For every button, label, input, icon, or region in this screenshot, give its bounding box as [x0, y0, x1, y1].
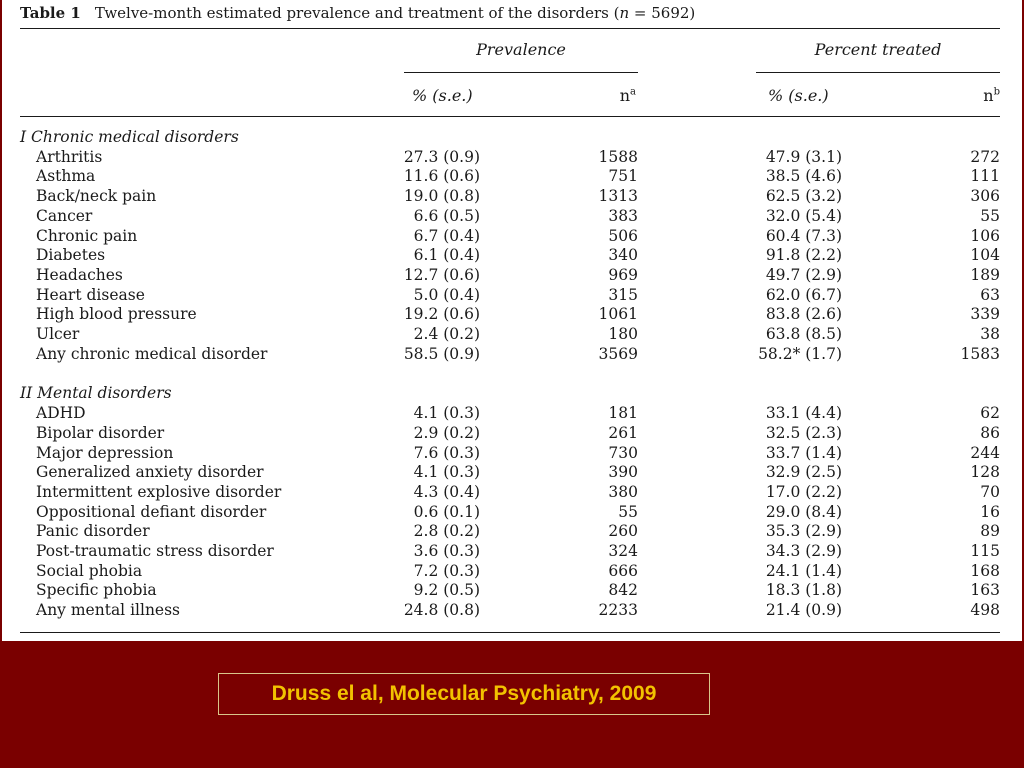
treated-value: 34.3 (2.9) — [765, 542, 842, 560]
caption-n-symbol: n — [619, 4, 630, 22]
treated-value: 18.3 (1.8) — [765, 581, 842, 600]
treated-value: 91.8 (2.2) — [765, 246, 842, 265]
prevalence-value: 4.1 (0.3) — [413, 463, 480, 482]
table-row — [2, 424, 1022, 444]
prevalence-value: 6.6 (0.5) — [413, 206, 480, 225]
prevalence-value: 12.7 (0.6) — [403, 265, 480, 284]
treated-se-header: % (s.e.) — [768, 86, 829, 105]
prevalence-n: 260 — [608, 522, 638, 541]
treated-n: 163 — [970, 581, 1000, 600]
disorder-name: Post-traumatic stress disorder — [36, 542, 274, 560]
treated-group-header: Percent treated — [814, 40, 942, 59]
table-row — [2, 601, 1022, 621]
section-title: I Chronic medical disorders — [20, 128, 239, 146]
treated-value: 33.7 (1.4) — [765, 443, 842, 462]
treated-value: 58.2* (1.7) — [758, 344, 842, 363]
treated-value: 62.0 (6.7) — [765, 285, 842, 304]
treated-value: 32.0 (5.4) — [765, 206, 842, 225]
prevalence-group-header: Prevalence — [476, 40, 566, 59]
prevalence-underline — [404, 72, 638, 73]
treated-n: 38 — [980, 325, 1000, 343]
treated-value: 21.4 (0.9) — [765, 601, 842, 620]
prevalence-n: 751 — [608, 167, 638, 186]
disorder-name: Heart disease — [36, 285, 145, 304]
prevalence-n: 969 — [608, 265, 638, 284]
table-row — [2, 542, 1022, 562]
treated-value: 47.9 (3.1) — [765, 147, 842, 166]
disorder-name: Major depression — [36, 443, 174, 462]
disorder-name: Any chronic medical disorder — [36, 344, 268, 363]
disorder-name: Bipolar disorder — [36, 423, 165, 442]
prevalence-value: 2.8 (0.2) — [413, 522, 480, 541]
prevalence-value: 5.0 (0.4) — [413, 285, 480, 304]
prevalence-n: 55 — [618, 502, 638, 521]
caption-n-value: = 5692) — [633, 4, 696, 22]
disorder-name: Diabetes — [36, 246, 106, 265]
prevalence-n: 340 — [608, 246, 638, 265]
prevalence-n: 2233 — [598, 601, 638, 620]
table-row — [2, 444, 1022, 464]
treated-n: 1583 — [960, 344, 1000, 363]
table-row — [2, 325, 1022, 345]
section-header — [2, 128, 1022, 148]
prevalence-n: 3569 — [598, 344, 638, 363]
prevalence-value: 0.6 (0.1) — [413, 502, 480, 521]
disorder-name: Asthma — [36, 167, 96, 186]
bottom-rule — [20, 632, 1000, 633]
prevalence-n: 842 — [608, 581, 638, 600]
top-rule — [20, 28, 1000, 29]
prevalence-value: 7.6 (0.3) — [413, 443, 480, 462]
prevalence-value: 7.2 (0.3) — [413, 561, 480, 580]
prevalence-n: 730 — [608, 443, 638, 462]
treated-value: 32.9 (2.5) — [765, 463, 842, 482]
table-row — [2, 463, 1022, 483]
prevalence-n: 1588 — [598, 147, 638, 166]
caption-text: Twelve-month estimated prevalence and treatment of the disorders ( — [94, 4, 620, 22]
disorder-name: Chronic pain — [36, 226, 138, 245]
disorder-name: Social phobia — [36, 561, 143, 580]
prevalence-n: 506 — [608, 226, 638, 245]
treated-n: 86 — [980, 423, 1000, 442]
prevalence-value: 3.6 (0.3) — [413, 542, 480, 560]
prevalence-n: 666 — [608, 561, 638, 580]
treated-n: 339 — [970, 305, 1000, 324]
disorder-name: Headaches — [36, 265, 123, 284]
table-row — [2, 581, 1022, 601]
table-row — [2, 483, 1022, 503]
prevalence-n: 1313 — [598, 187, 638, 206]
prevalence-n: 383 — [608, 206, 638, 225]
prevalence-value: 2.9 (0.2) — [413, 423, 480, 442]
prevalence-value: 6.1 (0.4) — [413, 246, 480, 265]
table-row — [2, 286, 1022, 306]
disorder-name: Oppositional defiant disorder — [36, 502, 267, 521]
prevalence-n: 324 — [608, 542, 638, 560]
treated-n: 89 — [980, 522, 1000, 541]
disorder-name: Intermittent explosive disorder — [36, 482, 282, 501]
table-row — [2, 503, 1022, 523]
treated-value: 24.1 (1.4) — [765, 561, 842, 580]
prevalence-n: 390 — [608, 463, 638, 482]
prevalence-n: 315 — [608, 285, 638, 304]
prevalence-value: 58.5 (0.9) — [403, 344, 480, 363]
caption-label: Table 1 — [20, 4, 81, 22]
table-row — [2, 167, 1022, 187]
table-row — [2, 522, 1022, 542]
n-header-text: n — [983, 86, 994, 105]
disorder-name: Panic disorder — [36, 522, 150, 541]
prevalence-value: 9.2 (0.5) — [413, 581, 480, 600]
treated-n: 63 — [980, 285, 1000, 304]
n-header-sup-b: b — [993, 86, 1000, 98]
prevalence-value: 19.0 (0.8) — [403, 187, 480, 206]
prevalence-value: 11.6 (0.6) — [403, 167, 480, 186]
treated-n: 55 — [980, 206, 1000, 225]
disorder-name: Arthritis — [36, 147, 103, 166]
prevalence-value: 19.2 (0.6) — [403, 305, 480, 324]
table-row — [2, 305, 1022, 325]
prevalence-n: 180 — [608, 325, 638, 343]
prevalence-value: 4.3 (0.4) — [413, 482, 480, 501]
table-row — [2, 345, 1022, 365]
disorder-name: ADHD — [36, 404, 86, 423]
treated-n: 272 — [970, 147, 1000, 166]
prevalence-value: 6.7 (0.4) — [413, 226, 480, 245]
treated-value: 17.0 (2.2) — [765, 482, 842, 501]
treated-n-header — [962, 86, 1000, 105]
section-header — [2, 384, 1022, 404]
prevalence-n: 261 — [608, 423, 638, 442]
prevalence-value: 27.3 (0.9) — [403, 147, 480, 166]
treated-n: 128 — [970, 463, 1000, 482]
treated-n: 62 — [980, 404, 1000, 423]
table-row — [2, 266, 1022, 286]
table-row — [2, 562, 1022, 582]
prevalence-n: 380 — [608, 482, 638, 501]
treated-value: 49.7 (2.9) — [765, 265, 842, 284]
treated-value: 29.0 (8.4) — [765, 502, 842, 521]
disorder-name: High blood pressure — [36, 305, 197, 324]
table-caption — [20, 4, 695, 22]
treated-n: 498 — [970, 601, 1000, 620]
treated-n: 168 — [970, 561, 1000, 580]
disorder-name: Ulcer — [36, 325, 80, 343]
prevalence-value: 4.1 (0.3) — [413, 404, 480, 423]
table-row — [2, 187, 1022, 207]
table-row — [2, 227, 1022, 247]
treated-value: 33.1 (4.4) — [765, 404, 842, 423]
prevalence-value: 24.8 (0.8) — [403, 601, 480, 620]
treated-n: 106 — [970, 226, 1000, 245]
prevalence-n: 1061 — [598, 305, 638, 324]
table-row — [2, 246, 1022, 266]
table-row — [2, 148, 1022, 168]
table-panel — [2, 0, 1022, 641]
prevalence-value: 2.4 (0.2) — [413, 325, 480, 343]
treated-n: 244 — [970, 443, 1000, 462]
treated-n: 189 — [970, 265, 1000, 284]
treated-value: 62.5 (3.2) — [765, 187, 842, 206]
table-row — [2, 404, 1022, 424]
treated-n: 104 — [970, 246, 1000, 265]
header-rule — [20, 116, 1000, 117]
n-header-sup-a: a — [630, 86, 636, 98]
treated-n: 111 — [970, 167, 1000, 186]
treated-n: 306 — [970, 187, 1000, 206]
treated-value: 38.5 (4.6) — [765, 167, 842, 186]
treated-value: 63.8 (8.5) — [765, 325, 842, 343]
table-row — [2, 207, 1022, 227]
treated-n: 70 — [980, 482, 1000, 501]
disorder-name: Generalized anxiety disorder — [36, 463, 264, 482]
citation-text: Druss el al, Molecular Psychiatry, 2009 — [271, 682, 657, 705]
disorder-name: Back/neck pain — [36, 187, 157, 206]
prevalence-n: 181 — [608, 404, 638, 423]
disorder-name: Cancer — [36, 206, 93, 225]
treated-underline — [756, 72, 1000, 73]
treated-value: 35.3 (2.9) — [765, 522, 842, 541]
citation-box — [218, 673, 710, 715]
n-header-text: n — [619, 86, 631, 105]
disorder-name: Specific phobia — [36, 581, 157, 600]
treated-value: 83.8 (2.6) — [765, 305, 842, 324]
treated-n: 115 — [970, 542, 1000, 560]
treated-value: 60.4 (7.3) — [765, 226, 842, 245]
section-title: II Mental disorders — [20, 384, 172, 403]
prevalence-n-header — [600, 86, 636, 105]
treated-n: 16 — [980, 502, 1000, 521]
disorder-name: Any mental illness — [36, 601, 181, 620]
prevalence-se-header: % (s.e.) — [412, 86, 473, 105]
treated-value: 32.5 (2.3) — [765, 423, 842, 442]
